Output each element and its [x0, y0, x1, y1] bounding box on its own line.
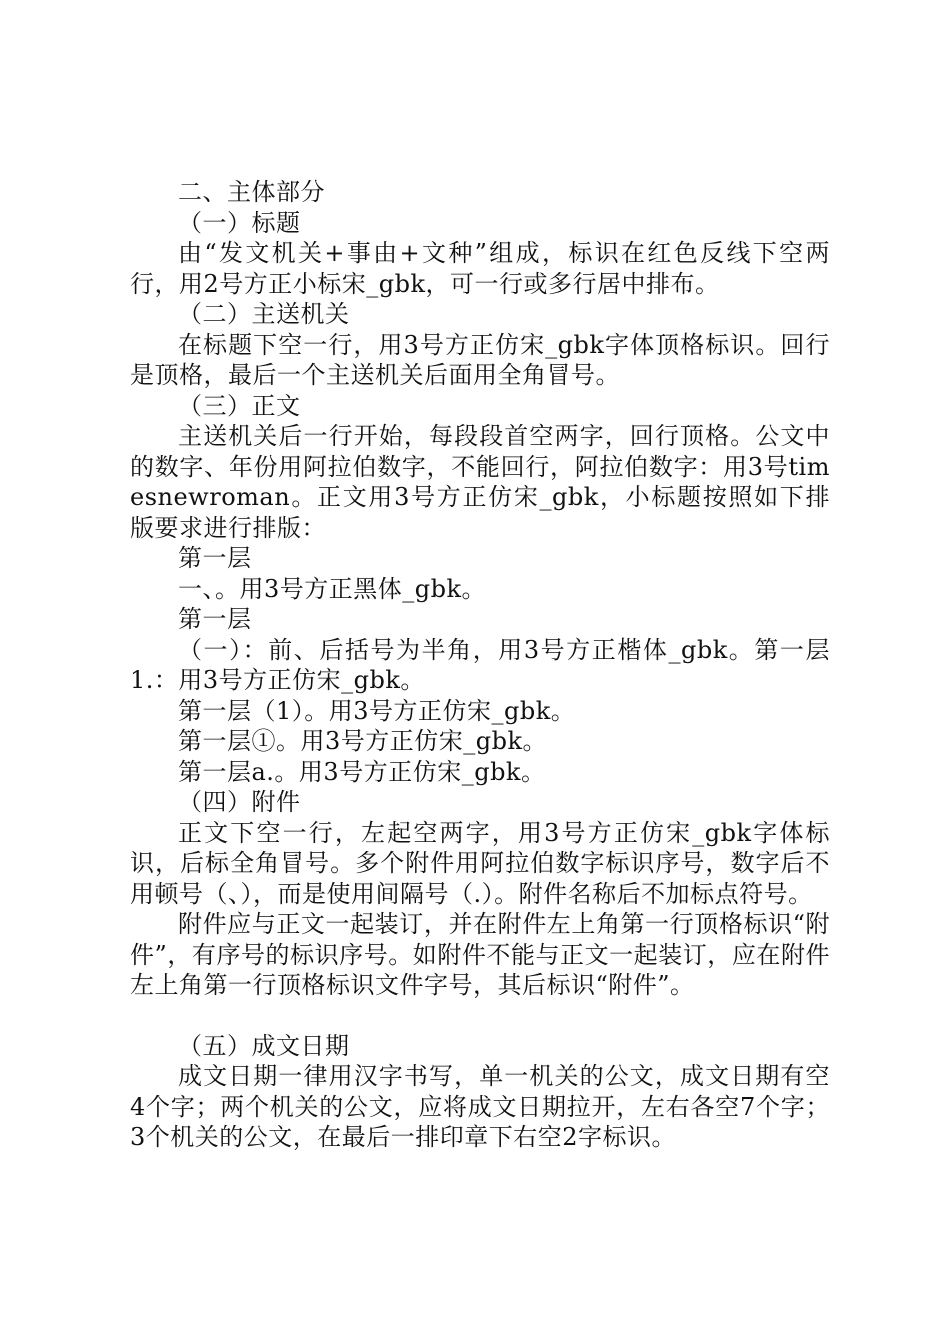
level-rule-3: 第一层（1）。用3号方正仿宋_gbk。: [178, 696, 576, 725]
paragraph-attachment-rules: 正文下空一行，左起空两字，用3号方正仿宋_gbk字体标识，后标全角冒号。多个附件用阿拉伯数字标识序号，数字后不用顿号（、），而是使用间隔号（.）。附件名称后不加标点符号。: [130, 818, 830, 908]
subheading-attachment: （四）附件: [178, 788, 301, 816]
level-rule-2: （一）：前、后括号为半角，用3号方正楷体_gbk。第一层1.：用3号方正仿宋_gbk。: [130, 635, 830, 694]
level-rule-1: 一、。用3号方正黑体_gbk。: [178, 574, 487, 603]
level-rule-5: 第一层a.。用3号方正仿宋_gbk。: [178, 757, 546, 786]
paragraph-attachment-binding: 附件应与正文一起装订，并在附件左上角第一行顶格标识“附件”，有序号的标识序号。如附件不能与正文一起装订，应在附件左上角第一行顶格标识文件字号，其后标识“附件”。: [130, 910, 830, 999]
paragraph-date-rules: 成文日期一律用汉字书写，单一机关的公文，成文日期有空4个字；两个机关的公文，应将成文日期拉开，左右各空7个字；3个机关的公文，在最后一排印章下右空2字标识。: [130, 1062, 830, 1151]
paragraph-recipient-rules: 在标题下空一行，用3号方正仿宋_gbk字体顶格标识。回行是顶格，最后一个主送机关后面用全角冒号。: [130, 330, 830, 389]
paragraph-spacer: [130, 1001, 830, 1031]
level-label: 第一层: [178, 605, 252, 633]
section-heading-main-body: 二、主体部分: [178, 178, 325, 206]
level-label: 第一层: [178, 544, 252, 572]
subheading-recipient: （二）主送机关: [178, 300, 350, 328]
subheading-date: （五）成文日期: [178, 1031, 350, 1060]
subheading-title: （一）标题: [178, 208, 301, 237]
document-body: [130, 177, 830, 1153]
paragraph-body-rules: 主送机关后一行开始，每段段首空两字，回行顶格。公文中的数字、年份用阿拉伯数字，不能回行，阿拉伯数字：用3号timesnewroman。正文用3号方正仿宋_gbk，小标题按照如下排版要求进行排版：: [130, 422, 830, 542]
subheading-body-text: （三）正文: [178, 391, 301, 420]
paragraph-title-rules: 由“发文机关+事由+文种”组成，标识在红色反线下空两行，用2号方正小标宋_gbk，可一行或多行居中排布。: [130, 239, 830, 298]
level-rule-4: 第一层①。用3号方正仿宋_gbk。: [178, 727, 548, 755]
